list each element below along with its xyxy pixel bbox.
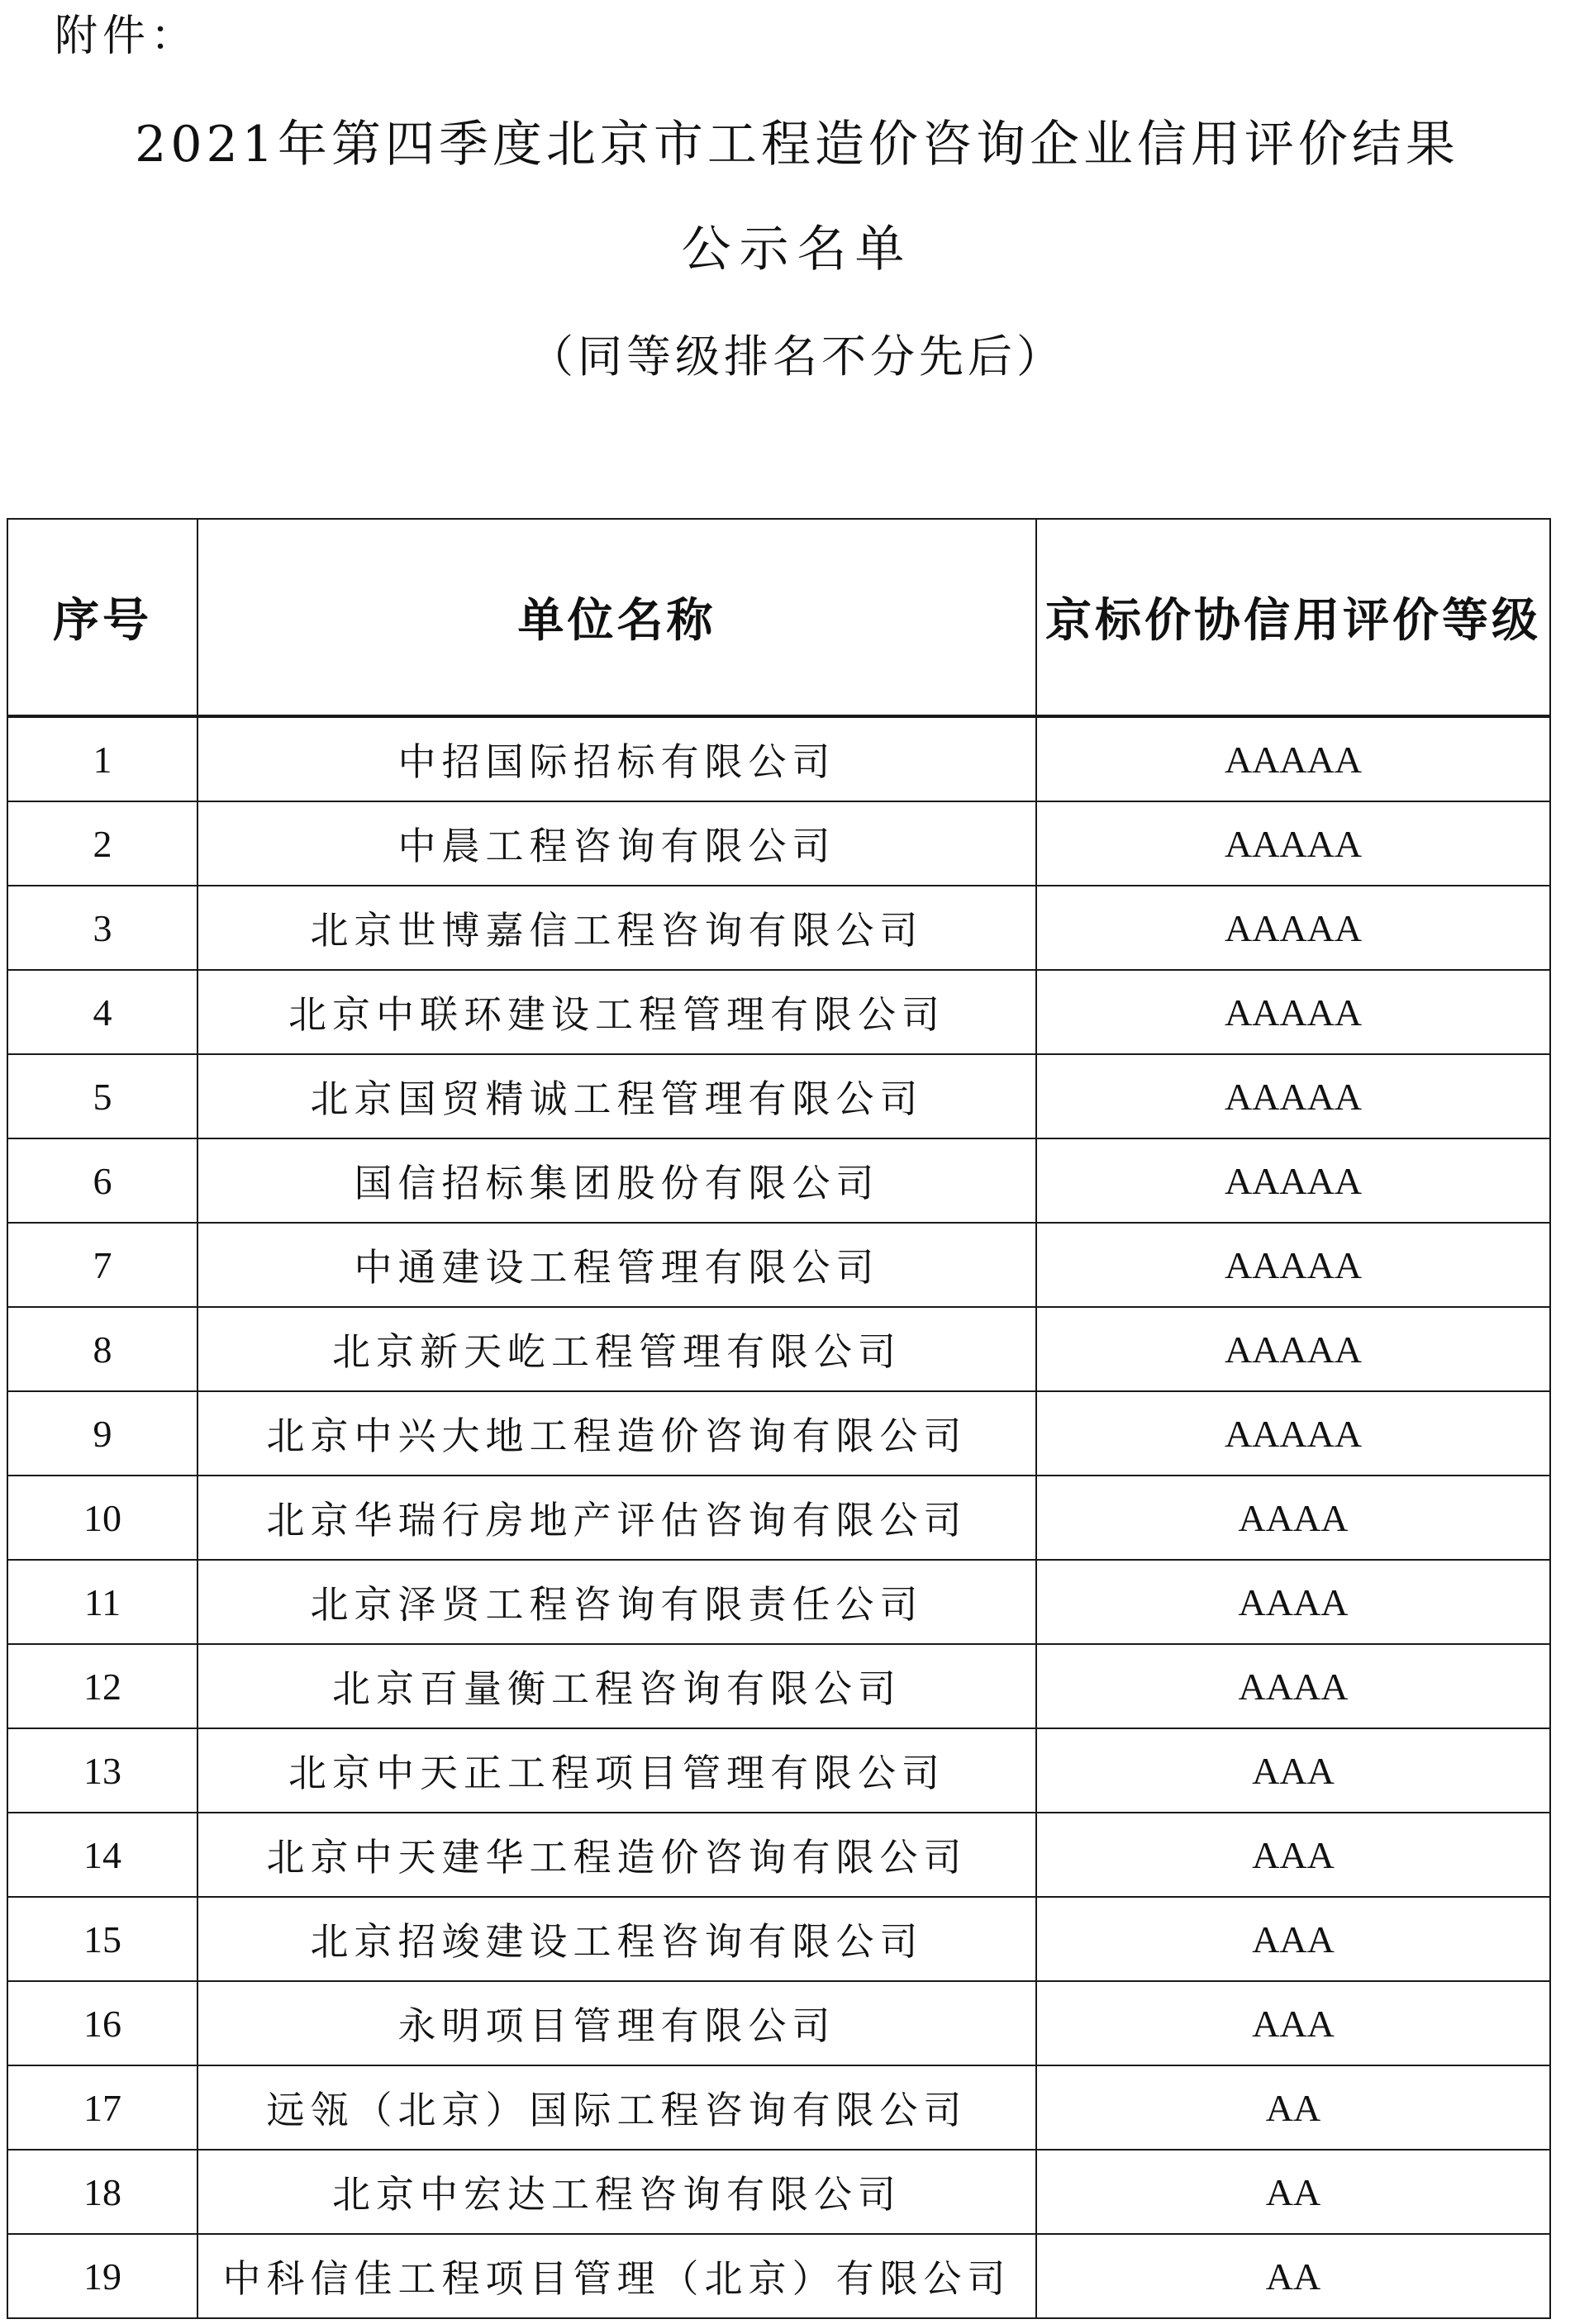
table-row [7, 886, 1550, 970]
row-credit-grade: AAA [1036, 1813, 1550, 1897]
credit-rating-table [7, 518, 1551, 2319]
table-row [7, 1644, 1550, 1728]
row-company-name: 北京中天建华工程造价咨询有限公司 [197, 1813, 1036, 1897]
ranking-note: （同等级排名不分先后） [529, 330, 1065, 383]
table-row [7, 1981, 1550, 2065]
row-credit-grade: AAAA [1036, 1476, 1550, 1560]
table-row [7, 1054, 1550, 1138]
row-credit-grade: AAAAA [1036, 801, 1550, 886]
header-credit-grade: 京标价协信用评价等级 [1036, 519, 1550, 716]
row-index: 16 [7, 1981, 197, 2065]
table-row [7, 1813, 1550, 1897]
row-company-name: 北京中联环建设工程管理有限公司 [197, 970, 1036, 1054]
row-company-name: 中通建设工程管理有限公司 [197, 1223, 1036, 1307]
table-row [7, 1476, 1550, 1560]
row-company-name: 中招国际招标有限公司 [197, 716, 1036, 801]
row-index: 11 [7, 1560, 197, 1644]
row-company-name: 北京中兴大地工程造价咨询有限公司 [197, 1391, 1036, 1476]
table-row [7, 2065, 1550, 2150]
table-row [7, 2234, 1550, 2318]
row-company-name: 北京中天正工程项目管理有限公司 [197, 1728, 1036, 1813]
table-row [7, 1897, 1550, 1981]
table-row [7, 2150, 1550, 2234]
row-company-name: 北京国贸精诚工程管理有限公司 [197, 1054, 1036, 1138]
row-index: 18 [7, 2150, 197, 2234]
row-index: 14 [7, 1813, 197, 1897]
row-credit-grade: AAA [1036, 1728, 1550, 1813]
header-index: 序号 [7, 519, 197, 716]
row-company-name: 国信招标集团股份有限公司 [197, 1138, 1036, 1223]
table-row [7, 970, 1550, 1054]
table-row [7, 1138, 1550, 1223]
row-company-name: 中晨工程咨询有限公司 [197, 801, 1036, 886]
row-company-name: 北京新天屹工程管理有限公司 [197, 1307, 1036, 1391]
row-credit-grade: AAAAA [1036, 1391, 1550, 1476]
row-index: 6 [7, 1138, 197, 1223]
document-title-line2: 公示名单 [681, 221, 913, 278]
row-index: 4 [7, 970, 197, 1054]
row-credit-grade: AA [1036, 2065, 1550, 2150]
row-credit-grade: AAAAA [1036, 1223, 1550, 1307]
row-index: 10 [7, 1476, 197, 1560]
row-index: 3 [7, 886, 197, 970]
row-company-name: 北京中宏达工程咨询有限公司 [197, 2150, 1036, 2234]
table-header-row [7, 519, 1550, 716]
row-company-name: 北京泽贤工程咨询有限责任公司 [197, 1560, 1036, 1644]
table-row [7, 801, 1550, 886]
row-credit-grade: AAAAA [1036, 716, 1550, 801]
row-credit-grade: AAAA [1036, 1644, 1550, 1728]
row-company-name: 中科信佳工程项目管理（北京）有限公司 [197, 2234, 1036, 2318]
row-credit-grade: AAAAA [1036, 1307, 1550, 1391]
row-credit-grade: AAA [1036, 1897, 1550, 1981]
row-index: 5 [7, 1054, 197, 1138]
attachment-label: 附件： [55, 12, 199, 61]
row-index: 7 [7, 1223, 197, 1307]
row-index: 19 [7, 2234, 197, 2318]
row-credit-grade: AAAAA [1036, 1138, 1550, 1223]
row-credit-grade: AAAAA [1036, 1054, 1550, 1138]
row-index: 2 [7, 801, 197, 886]
row-credit-grade: AAAA [1036, 1560, 1550, 1644]
table-row [7, 1728, 1550, 1813]
row-index: 1 [7, 716, 197, 801]
header-company-name: 单位名称 [197, 519, 1036, 716]
row-credit-grade: AAAAA [1036, 970, 1550, 1054]
row-company-name: 北京世博嘉信工程咨询有限公司 [197, 886, 1036, 970]
row-credit-grade: AAAAA [1036, 886, 1550, 970]
row-company-name: 北京招竣建设工程咨询有限公司 [197, 1897, 1036, 1981]
row-company-name: 北京华瑞行房地产评估咨询有限公司 [197, 1476, 1036, 1560]
table-row [7, 1223, 1550, 1307]
row-index: 8 [7, 1307, 197, 1391]
row-credit-grade: AA [1036, 2234, 1550, 2318]
table-row [7, 1391, 1550, 1476]
table-row [7, 716, 1550, 801]
document-title-line1: 2021年第四季度北京市工程造价咨询企业信用评价结果 [135, 116, 1459, 173]
table-row [7, 1307, 1550, 1391]
row-credit-grade: AAA [1036, 1981, 1550, 2065]
row-company-name: 北京百量衡工程咨询有限公司 [197, 1644, 1036, 1728]
row-index: 13 [7, 1728, 197, 1813]
row-company-name: 永明项目管理有限公司 [197, 1981, 1036, 2065]
table-row [7, 1560, 1550, 1644]
row-index: 9 [7, 1391, 197, 1476]
row-index: 12 [7, 1644, 197, 1728]
row-index: 17 [7, 2065, 197, 2150]
row-credit-grade: AA [1036, 2150, 1550, 2234]
row-index: 15 [7, 1897, 197, 1981]
row-company-name: 远瓴（北京）国际工程咨询有限公司 [197, 2065, 1036, 2150]
